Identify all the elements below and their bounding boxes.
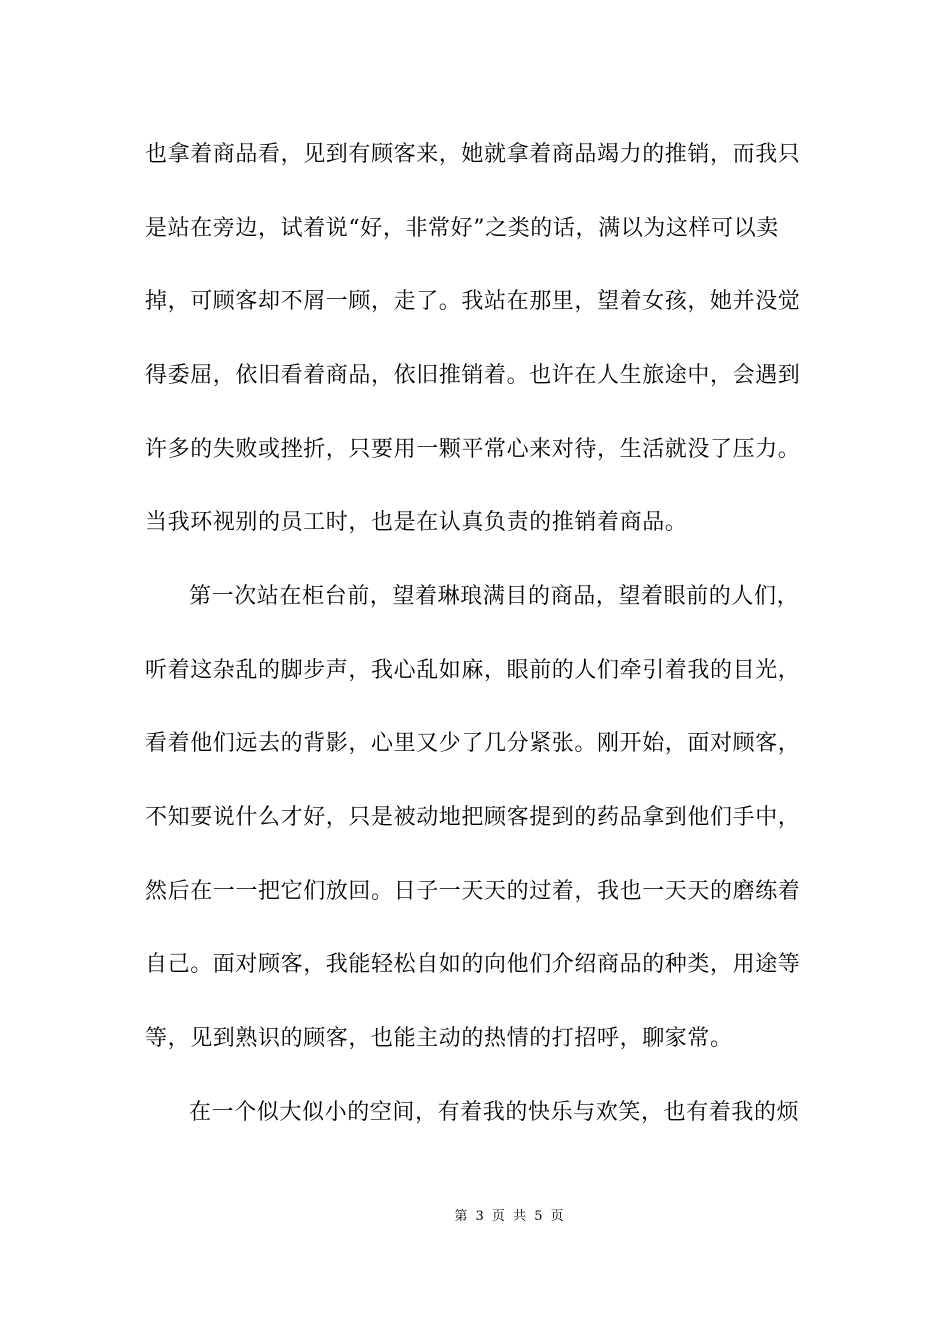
body-text-line: 不知要说什么才好，只是被动地把顾客提到的药品拿到他们手中， (145, 805, 801, 830)
body-text-line: 等，见到熟识的顾客，也能主动的热情的打招呼，聊家常。 (145, 1026, 733, 1051)
body-text-line: 然后在一一把它们放回。日子一天天的过着，我也一天天的磨练着 (145, 879, 801, 904)
body-text-line: 自己。面对顾客，我能轻松自如的向他们介绍商品的种类，用途等 (145, 952, 801, 977)
body-text-line: 许多的失败或挫折，只要用一颗平常心来对待，生活就没了压力。 (145, 437, 801, 462)
body-text-line: 也拿着商品看，见到有顾客来，她就拿着商品竭力的推销，而我只 (145, 142, 801, 167)
body-text-line: 看着他们远去的背影，心里又少了几分紧张。刚开始，面对顾客， (145, 731, 801, 756)
paragraph-first-line: 在一个似大似小的空间，有着我的快乐与欢笑，也有着我的烦 (189, 1100, 800, 1125)
paragraph-first-line: 第一次站在柜台前，望着琳琅满目的商品，望着眼前的人们， (189, 584, 800, 609)
body-text-line: 当我环视别的员工时，也是在认真负责的推销着商品。 (145, 510, 688, 535)
body-text-line: 是站在旁边，试着说“好，非常好”之类的话，满以为这样可以卖 (145, 216, 779, 241)
body-text-line: 掉，可顾客却不屑一顾，走了。我站在那里，望着女孩，她并没觉 (145, 289, 801, 314)
page-number-footer: 第 3 页 共 5 页 (454, 1209, 566, 1224)
body-text-line: 得委屈，依旧看着商品，依旧推销着。也许在人生旅途中，会遇到 (145, 363, 801, 388)
body-text-line: 听着这杂乱的脚步声，我心乱如麻，眼前的人们牵引着我的目光， (145, 658, 801, 683)
